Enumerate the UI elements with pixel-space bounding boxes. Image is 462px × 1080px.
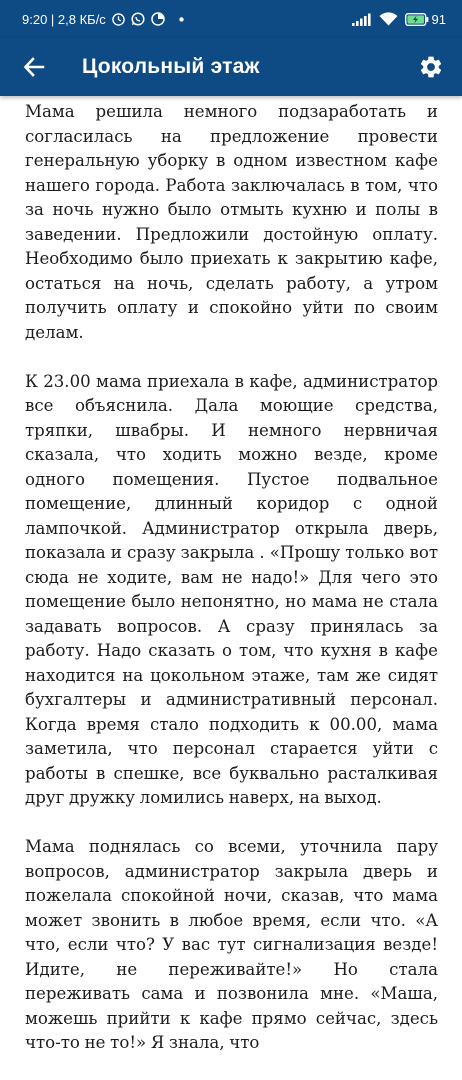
status-bar [0, 0, 462, 38]
page-title: Цокольный этаж [82, 55, 260, 78]
pie-icon [151, 12, 165, 26]
battery-icon [405, 12, 446, 27]
clock-icon [112, 13, 125, 26]
battery-level: 91 [431, 11, 446, 27]
dot-icon [179, 17, 184, 22]
gear-icon [418, 54, 444, 80]
paragraph: Мама поднялась со всеми, уточнила пару вопросов, администратор закрыла дверь и пожелала спокойной ночи, сказав, что мама может звонить в любое время, если что. «А что, если что? У вас тут сигнализация везде! Идите, не переживайте!» Но стала переживать сама и позвонила мне. «Маша, можешь прийти к кафе прямо сейчас, здесь что-то не то!» Я знала, что [25, 837, 438, 1052]
article-body [25, 100, 438, 1080]
paragraph: К 23.00 мама приехала в кафе, администратор все объяснила. Дала моющие средства, тряпки, швабры. И немного нервничая сказала, что ходить можно везде, кроме одного помещения. Пустое подвальное помещение, длинный коридор с одной лампочкой. Администратор открыла дверь, показала и сразу закрыла . «Прошу только вот сюда не ходите, вам не надо!» Для чего это помещение было непонятно, но мама не стала задавать вопросов. А сразу принялась за работу. Надо сказать о том, что кухня в кафе находится на цокольном этаже, там же сидят бухгалтеры и административный персонал. Когда время стало подходить к 00.00, мама заметила, что персонал старается уйти с работы в спешке, все буквально расталкивая друг дружку ломились наверх, на выход. [25, 371, 438, 807]
whatsapp-icon [131, 12, 145, 26]
wifi-icon [379, 12, 398, 26]
app-bar [0, 38, 462, 96]
back-button[interactable] [20, 53, 48, 81]
arrow-back-icon [23, 56, 45, 78]
settings-button[interactable] [416, 52, 446, 82]
status-time: 9:20 | 2,8 КБ/с [22, 11, 106, 27]
paragraph: Мама решила немного подзаработать и согласилась на предложение провести генеральную уборку в одном известном кафе нашего города. Работа заключалась в том, что за ночь нужно было отмыть кухню и полы в заведении. Предложили достойную оплату. Необходимо было приехать к закрытию кафе, остаться на ночь, сделать работу, а утром получить оплату и спокойно уйти по своим делам. [25, 102, 438, 342]
signal-icon [352, 13, 372, 26]
